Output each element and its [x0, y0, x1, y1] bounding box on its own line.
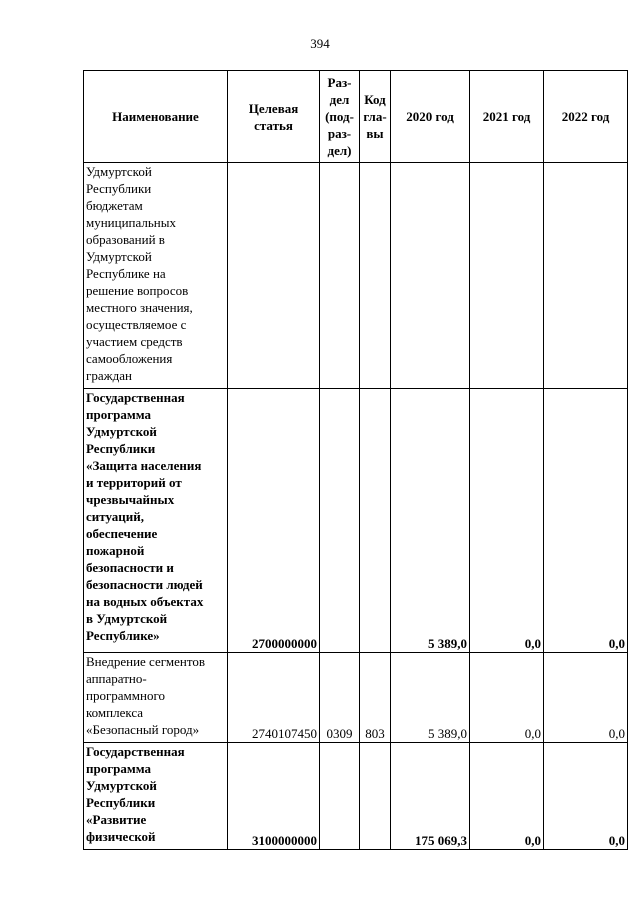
row-2021: 0,0: [470, 653, 544, 743]
row-2020: 175 069,3: [391, 743, 470, 850]
header-chapter: Код гла- вы: [360, 71, 391, 163]
row-2022: 0,0: [544, 389, 628, 653]
table-row: [84, 743, 628, 850]
row-2021: [470, 163, 544, 389]
row-section: [320, 743, 360, 850]
row-chapter: [360, 389, 391, 653]
table-header-row: [84, 71, 628, 163]
row-target: 3100000000: [228, 743, 320, 850]
row-2020: [391, 163, 470, 389]
row-target: [228, 163, 320, 389]
header-2021: 2021 год: [470, 71, 544, 163]
header-section: Раз- дел (под- раз- дел): [320, 71, 360, 163]
row-chapter: [360, 743, 391, 850]
row-section: 0309: [320, 653, 360, 743]
row-2021: 0,0: [470, 743, 544, 850]
header-2022: 2022 год: [544, 71, 628, 163]
table-row: [84, 163, 628, 389]
row-2022: [544, 163, 628, 389]
budget-table: [83, 70, 628, 850]
row-2020: 5 389,0: [391, 389, 470, 653]
row-name: Внедрение сегментов аппаратно- программного комплекса «Безопасный город»: [84, 653, 228, 743]
header-target: Целевая статья: [228, 71, 320, 163]
table-row: [84, 653, 628, 743]
header-name: Наименование: [84, 71, 228, 163]
row-name: Удмуртской Республики бюджетам муниципальных образований в Удмуртской Республике на решение вопросов местного значения, осуществляемое с участием средств самообложения граждан: [84, 163, 228, 389]
row-section: [320, 163, 360, 389]
row-2021: 0,0: [470, 389, 544, 653]
row-target: 2700000000: [228, 389, 320, 653]
table-row: [84, 389, 628, 653]
row-name: Государственная программа Удмуртской Республики «Развитие физической: [84, 743, 228, 850]
row-section: [320, 389, 360, 653]
row-name: Государственная программа Удмуртской Республики «Защита населения и территорий от чрезвычайных ситуаций, обеспечение пожарной безопасности и безопасности людей на водных объектах в Удмуртской Республике»: [84, 389, 228, 653]
row-2022: 0,0: [544, 743, 628, 850]
row-target: 2740107450: [228, 653, 320, 743]
row-2020: 5 389,0: [391, 653, 470, 743]
page-number: 394: [310, 36, 330, 51]
header-2020: 2020 год: [391, 71, 470, 163]
row-chapter: 803: [360, 653, 391, 743]
row-chapter: [360, 163, 391, 389]
row-2022: 0,0: [544, 653, 628, 743]
